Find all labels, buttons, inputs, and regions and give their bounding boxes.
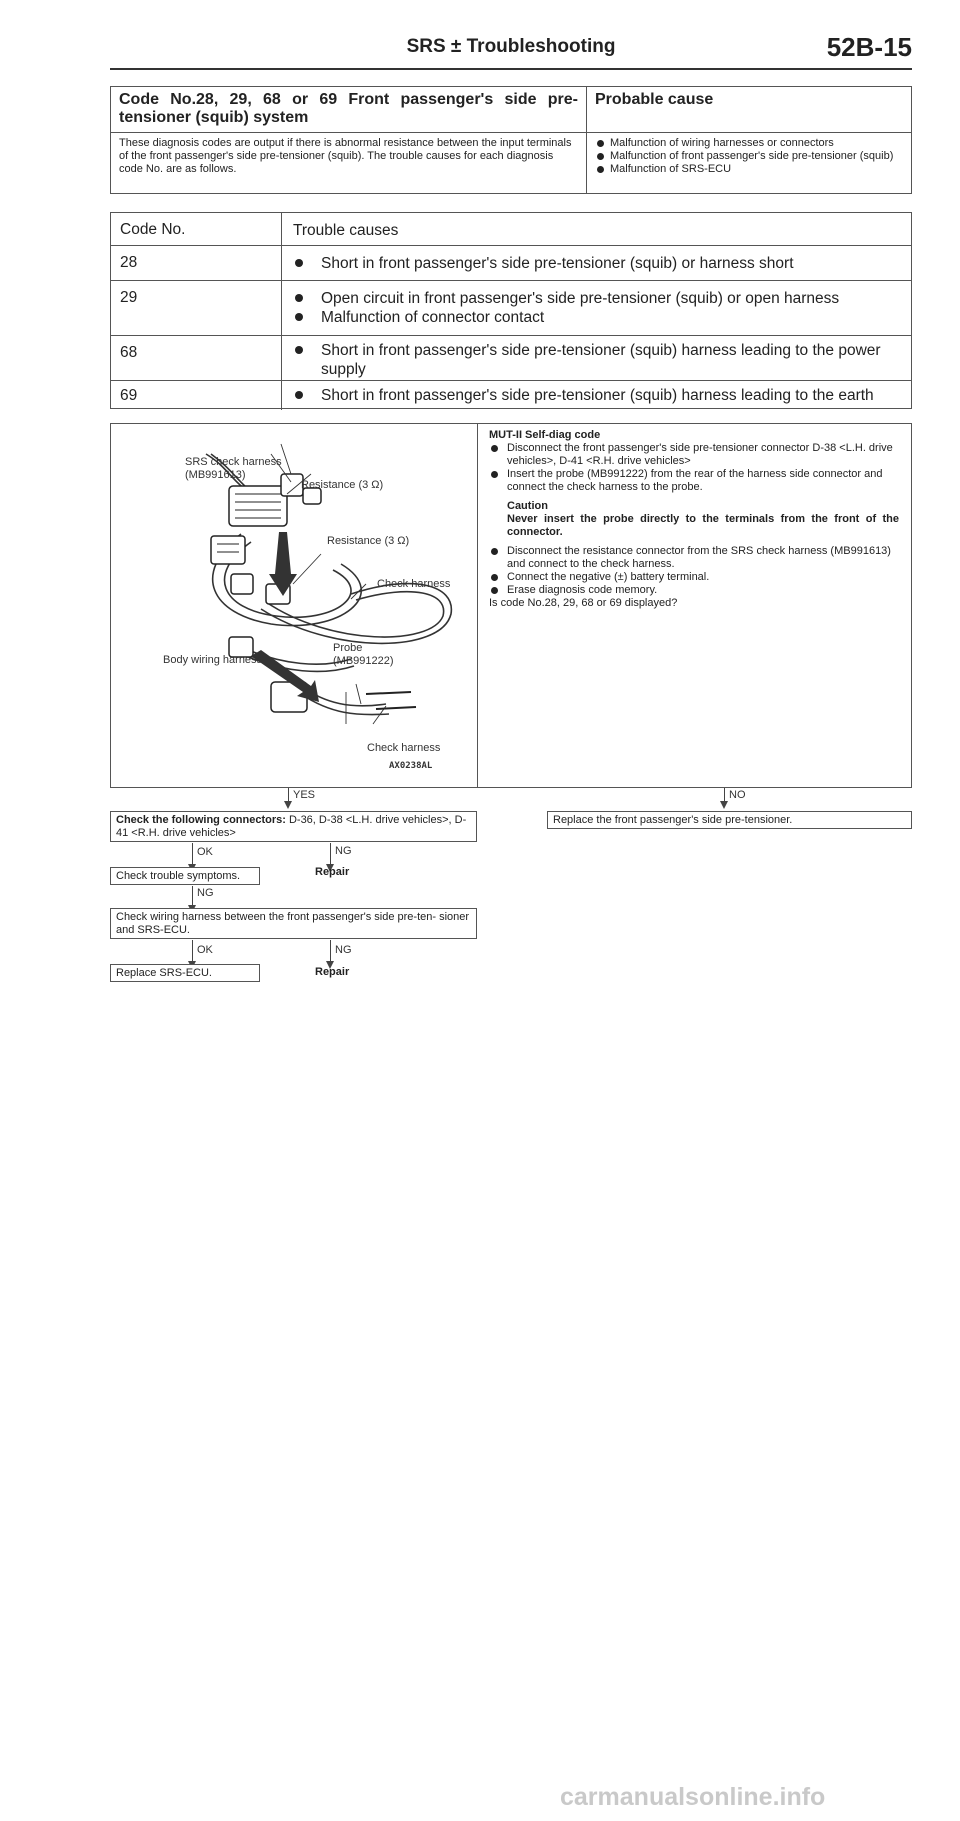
step-instructions [477, 424, 911, 610]
diagnostic-step-box [110, 423, 912, 788]
cause-item: Malfunction of connector contact [293, 308, 903, 327]
label-check-harness-a: Check harness [377, 578, 451, 590]
check-symptoms-box: Check trouble symptoms. [110, 867, 260, 885]
yes-label: YES [293, 789, 316, 801]
intro-heading: Code No.28, 29, 68 or 69 Front passenger's side pre-tensioner (squib) system [111, 87, 587, 133]
label-resistance-b: Resistance (3 Ω) [327, 535, 410, 547]
footer-watermark: carmanualsonline.info [560, 1783, 826, 1811]
harness-drawing [111, 424, 477, 789]
ng-label: NG [335, 944, 352, 956]
check-wiring-box: Check wiring harness between the front passenger's side pre-ten- sioner and SRS-ECU. [110, 908, 477, 939]
instruction-item: Erase diagnosis code memory. [489, 584, 899, 597]
header-rule [110, 68, 912, 70]
label-probe-code: (MB991222) [333, 655, 394, 667]
harness-illustration [111, 424, 478, 787]
table-row [111, 246, 911, 281]
intro-table [110, 86, 912, 194]
harness-connector [211, 536, 245, 564]
column-header-causes: Trouble causes [293, 222, 399, 239]
srs-connector [229, 486, 287, 526]
trouble-code-table [110, 212, 912, 409]
instruction-item: Insert the probe (MB991222) from the rear of the harness side connector and connect the check harness to the probe. [489, 468, 899, 494]
caution-title: Caution [507, 500, 548, 512]
resistance-connector-b [231, 574, 253, 594]
figure-id: AX0238AL [389, 761, 433, 771]
column-header-code: Code No. [120, 221, 186, 238]
label-srs-check-harness: SRS check harness [185, 456, 282, 468]
probable-cause-heading: Probable cause [587, 87, 911, 133]
code-cell: 29 [120, 289, 138, 306]
instruction-item: Disconnect the resistance connector from the SRS check harness (MB991613) and connect to the check harness. [489, 545, 899, 571]
list-item: Malfunction of wiring harnesses or connectors [595, 137, 903, 150]
table-row [111, 381, 911, 410]
label-check-harness-b: Check harness [367, 742, 441, 754]
cause-item: Short in front passenger's side pre-tensioner (squib) or harness short [293, 254, 903, 273]
ok-label: OK [197, 944, 213, 956]
step-question: Is code No.28, 29, 68 or 69 displayed? [489, 597, 678, 609]
label-body-wiring-harness: Body wiring harness [163, 654, 263, 666]
replace-ecu-box: Replace SRS-ECU. [110, 964, 260, 982]
code-cell: 69 [120, 387, 138, 404]
label-probe: Probe [333, 642, 363, 654]
table-row [111, 336, 911, 381]
table-row [111, 281, 911, 336]
check-connectors-detail: D-36, D-38 <L.H. drive vehicles>, D-41 <R.H. drive vehicles> [116, 814, 467, 839]
repair-label: Repair [315, 866, 350, 878]
cause-item: Short in front passenger's side pre-tensioner (squib) harness leading to the power supply [293, 341, 903, 379]
check-connectors-heading: Check the following connectors: [116, 814, 286, 826]
instruction-item: Connect the negative (±) battery terminal. [489, 571, 899, 584]
replace-pretensioner-box: Replace the front passenger's side pre-tensioner. [547, 811, 912, 829]
ok-label: OK [197, 846, 213, 858]
intro-description: These diagnosis codes are output if there is abnormal resistance between the input terminals of the front passenger's side pre-tensioner (squib). The trouble causes for each diagnosis code No. are as follows. [111, 133, 587, 193]
step-title: MUT-II Self-diag code [489, 429, 601, 441]
no-label: NO [729, 789, 746, 801]
ng-label: NG [197, 887, 214, 899]
resistance-connector-a [281, 474, 303, 496]
code-cell: 28 [120, 254, 138, 271]
check-connectors-box [110, 811, 477, 842]
list-item: Malfunction of SRS-ECU [595, 163, 903, 176]
repair-label: Repair [315, 966, 350, 978]
table-header-row [111, 213, 911, 246]
cause-item: Open circuit in front passenger's side pre-tensioner (squib) or open harness [293, 289, 903, 308]
section-code: 52B-15 [826, 32, 912, 62]
ng-label: NG [335, 845, 352, 857]
label-resistance-a: Resistance (3 Ω) [301, 479, 384, 491]
caution-block [507, 500, 899, 539]
page-title: SRS ± Troubleshooting [406, 36, 616, 57]
list-item: Malfunction of front passenger's side pre-tensioner (squib) [595, 150, 903, 163]
page-header [110, 34, 912, 70]
cause-item: Short in front passenger's side pre-tensioner (squib) harness leading to the earth [293, 386, 903, 405]
caution-text: Never insert the probe directly to the terminals from the front of the connector. [507, 513, 899, 538]
label-srs-check-harness-code: (MB991613) [185, 469, 246, 481]
probable-cause-list [587, 133, 911, 193]
code-cell: 68 [120, 344, 138, 361]
instruction-item: Disconnect the front passenger's side pre-tensioner connector D-38 <L.H. drive vehicles>, D-41 <R.H. drive vehicles> [489, 442, 899, 468]
